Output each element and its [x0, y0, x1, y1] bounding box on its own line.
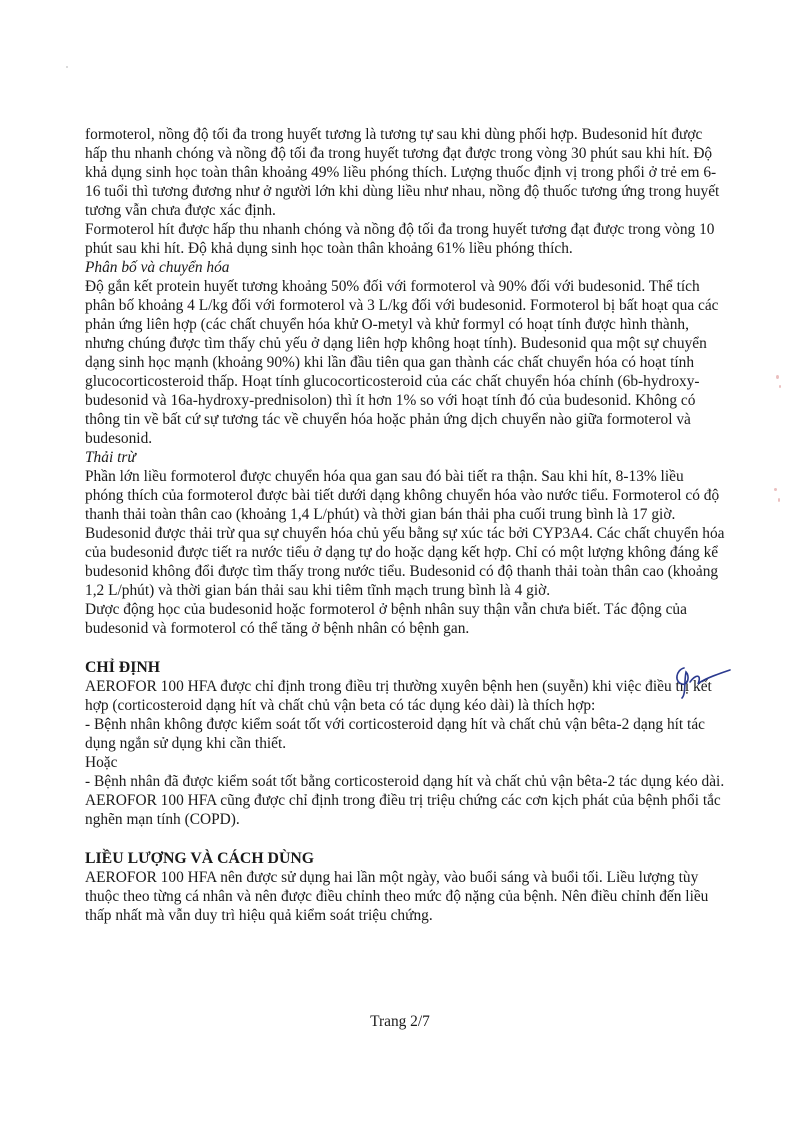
paragraph-indications-intro: AEROFOR 100 HFA được chỉ định trong điều trị thường xuyên bệnh hen (suyễn) khi việc điều trị kết hợp (corticosteroid dạng hít và chất chủ vận beta có tác dụng kéo dài) là thích hợp:	[85, 678, 712, 714]
subheading-distribution: Phân bố và chuyển hóa	[85, 259, 230, 276]
paragraph-dosage: AEROFOR 100 HFA nên được sử dụng hai lần một ngày, vào buổi sáng và buổi tối. Liều lượng tùy thuộc theo từng cá nhân và nên được điều chỉnh theo mức độ nặng của bệnh. Nên điều chỉnh đến liều thấp nhất mà vẫn duy trì hiệu quả kiểm soát triệu chứng.	[85, 869, 709, 924]
paragraph-absorption-budesonid: formoterol, nồng độ tối đa trong huyết tương là tương tự sau khi dùng phối hợp. Budesonid hít được hấp thu nhanh chóng và nồng độ tối đa trong huyết tương đạt được trong vòng 30 phút sau khi hít. Độ khả dụng sinh học toàn thân khoảng 49% liều phóng thích. Lượng thuốc định vị trong phổi ở trẻ em 6-16 tuổi thì tương đương như ở người lớn khi dùng liều như nhau, nồng độ thuốc tương ứng trong huyết tương vẫn chưa được xác định.	[85, 126, 720, 219]
scan-speck	[779, 385, 781, 388]
paragraph-elimination-formoterol: Phần lớn liều formoterol được chuyển hóa qua gan sau đó bài tiết ra thận. Sau khi hít, 8-13% liều phóng thích của formoterol được bài tiết dưới dạng không chuyển hóa vào nước tiểu. Formoterol có độ thanh thải toàn thân cao (khoảng 1,4 L/phút) và thời gian bán thải pha cuối trung bình là 17 giờ.	[85, 468, 720, 523]
paragraph-distribution: Độ gắn kết protein huyết tương khoảng 50% đối với formoterol và 90% đối với budesonid. Thể tích phân bố khoảng 4 L/kg đối với formoterol và 3 L/kg đối với budesonid. Formoterol bị bất hoạt qua các phản ứng liên hợp (các chất chuyển hóa khử O-metyl và khử formyl có hoạt tính được hình thành, nhưng chúng được tìm thấy chủ yếu ở dạng liên hợp không hoạt tính). Budesonid qua một sự chuyển dạng sinh học mạnh (khoảng 90%) khi lần đầu tiên qua gan thành các chất chuyển hóa có hoạt tính glucocorticosteroid thấp. Hoạt tính glucocorticosteroid của các chất chuyển hóa chính (6b-hydroxy-budesonid và 16a-hydroxy-prednisolon) thì ít hơn 1% so với hoạt tính đó của budesonid. Không có thông tin về bất cứ sự tương tác về chuyển hóa hoặc phản ứng dịch chuyển nào giữa formoterol và budesonid.	[85, 278, 719, 447]
scan-speck	[66, 66, 68, 68]
paragraph-elimination-budesonid: Budesonid được thải trừ qua sự chuyển hóa chủ yếu bằng sự xúc tác bởi CYP3A4. Các chất chuyển hóa của budesonid được tiết ra nước tiểu ở dạng tự do hoặc dạng kết hợp. Chỉ có một lượng không đáng kể budesonid không đổi được tìm thấy trong nước tiểu. Budesonid có độ thanh thải toàn thân cao (khoảng 1,2 L/phút) và thời gian bán thải sau khi tiêm tĩnh mạch trung bình là 4 giờ.	[85, 525, 725, 599]
scan-speck	[774, 488, 777, 491]
section-title-indications: CHỈ ĐỊNH	[85, 659, 161, 676]
paragraph-indications-or: Hoặc	[85, 754, 118, 771]
paragraph-absorption-formoterol: Formoterol hít được hấp thu nhanh chóng và nồng độ tối đa trong huyết tương đạt được trong vòng 10 phút sau khi hít. Độ khả dụng sinh học toàn thân khoảng 61% liều phóng thích.	[85, 221, 715, 257]
paragraph-renal-hepatic: Dược động học của budesonid hoặc formoterol ở bệnh nhân suy thận vẫn chưa biết. Tác động của budesonid và formoterol có thể tăng ở bệnh nhân có bệnh gan.	[85, 601, 687, 637]
section-title-dosage: LIỀU LƯỢNG VÀ CÁCH DÙNG	[85, 850, 315, 867]
paragraph-indications-item-2: - Bệnh nhân đã được kiểm soát tốt bằng corticosteroid dạng hít và chất chủ vận bêta-2 tác dụng kéo dài.	[85, 773, 725, 790]
paragraph-indications-copd: AEROFOR 100 HFA cũng được chỉ định trong điều trị triệu chứng các cơn kịch phát của bệnh phổi tắc nghẽn mạn tính (COPD).	[85, 792, 721, 828]
document-body	[85, 125, 725, 925]
paragraph-indications-item-1: - Bệnh nhân không được kiểm soát tốt với corticosteroid dạng hít và chất chủ vận bêta-2 dạng hít tác dụng ngắn sử dụng khi cần thiết.	[85, 716, 705, 752]
scan-speck	[776, 375, 779, 379]
page-number: Trang 2/7	[370, 1013, 430, 1030]
scan-speck	[778, 498, 780, 502]
handwritten-initials-signature	[672, 660, 732, 700]
subheading-elimination: Thải trừ	[85, 449, 136, 466]
